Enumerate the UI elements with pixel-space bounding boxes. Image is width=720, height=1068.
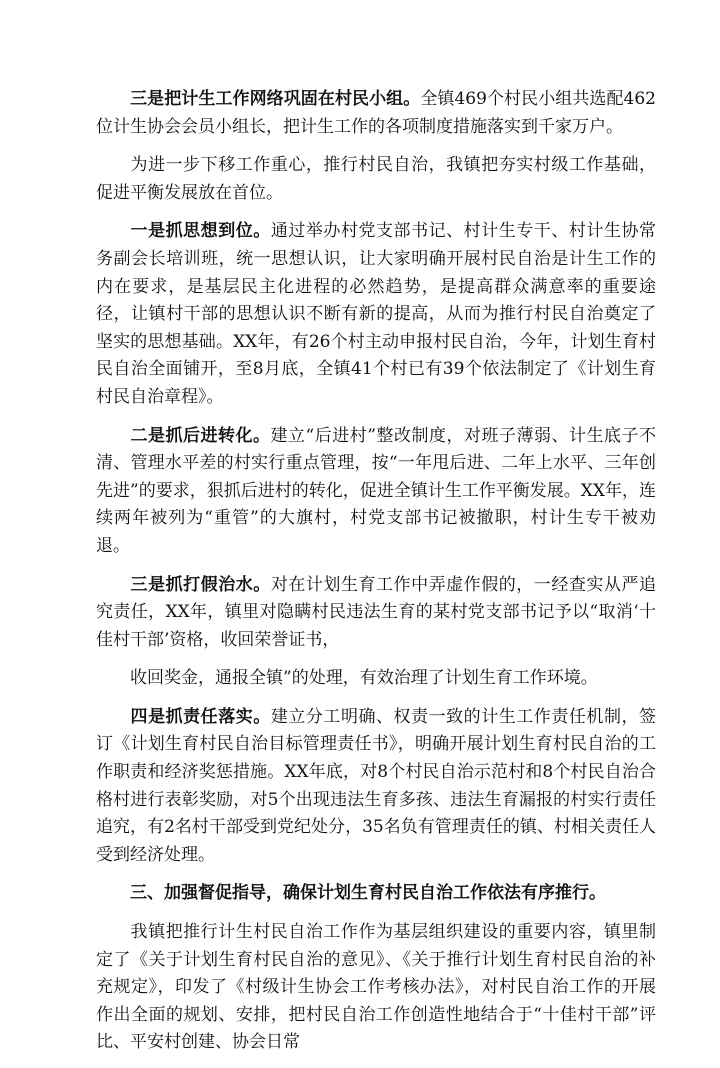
paragraph-8-text: 三、加强督促指导，确保计划生育村民自治工作依法有序推行。 [130, 883, 606, 904]
paragraph-9 [96, 919, 656, 1057]
paragraph-1-lead: 三是把计生工作网络巩固在村民小组。 [130, 89, 421, 109]
paragraph-7-text: 建立分工明确、权责一致的计生工作责任机制，签订《计划生育村民自治目标管理责任书》，明确开展计划生育村民自治的工作职责和经济奖惩措施。XX年底，对8个村民自治示范村和8个村民自治合格村进行表彰奖励，对5个出现违法生育多孩、违法生育漏报的村实行责任追究，有2名村干部受到党纪处分，35名负有管理责任的镇、村相关责任人受到经济处理。 [96, 706, 657, 865]
paragraph-6-text: 收回奖金，通报全镇”的处理，有效治理了计划生育工作环境。 [130, 668, 598, 689]
paragraph-9-text: 我镇把推行计生村民自治工作作为基层组织建设的重要内容，镇里制定了《关于计划生育村民自治的意见》、《关于推行计划生育村民自治的补充规定》，印发了《村级计生协会工作考核办法》，对村民自治工作的开展作出全面的规划、安排，把村民自治工作创造性地结合于“十佳村干部”评比、平安村创建、协会日常 [96, 922, 656, 1053]
paragraph-3-text: 通过举办村党支部书记、村计生专干、村计生协常务副会长培训班，统一思想认识，让大家明确开展村民自治是计生工作的内在要求，是基层民主化进程的必然趋势，是提高群众满意率的重要途径，让镇村干部的思想认识不断有新的提高，从而为推行村民自治奠定了坚实的思想基础。XX年，有26个村主动申报村民自治，今年，计划生育村民自治全面铺开，至8月底，全镇41个村已有39个依法制定了《计划生育村民自治章程》。 [96, 221, 657, 407]
paragraph-7-lead: 四是抓责任落实。 [130, 706, 271, 727]
paragraph-3 [96, 218, 656, 411]
paragraph-4-lead: 二是抓后进转化。 [130, 425, 271, 446]
paragraph-4-text: 建立“后进村”整改制度，对班子薄弱、计生底子不清、管理水平差的村实行重点管理，按“一年甩后进、二年上水平、三年创先进”的要求，狠抓后进村的转化，促进全镇计生工作平衡发展。XX年，连续两年被列为“重管”的大旗村，村党支部书记被撤职，村计生专干被劝退。 [96, 425, 657, 556]
paragraph-5 [96, 572, 656, 655]
paragraph-6 [96, 665, 656, 693]
paragraph-5-text: 对在计划生育工作中弄虚作假的，一经查实从严追究责任，XX年，镇里对隐瞒村民违法生育的某村党支部书记予以“取消‘十佳村干部’资格，收回荣誉证书， [96, 574, 657, 650]
document-body [96, 86, 656, 1068]
paragraph-1-text: 全镇469个村民小组共选配462位计生协会会员小组长，把计生工作的各项制度措施落实到千家万户。 [96, 89, 657, 137]
paragraph-4 [96, 423, 656, 561]
paragraph-7 [96, 704, 656, 870]
paragraph-2-text: 为进一步下移工作重心，推行村民自治，我镇把夯实村级工作基础，促进平衡发展放在首位。 [96, 155, 656, 203]
paragraph-5-lead: 三是抓打假治水。 [130, 574, 271, 595]
paragraph-8 [96, 880, 656, 908]
paragraph-3-lead: 一是抓思想到位。 [130, 221, 271, 242]
paragraph-2 [96, 152, 656, 207]
paragraph-1 [96, 86, 656, 141]
